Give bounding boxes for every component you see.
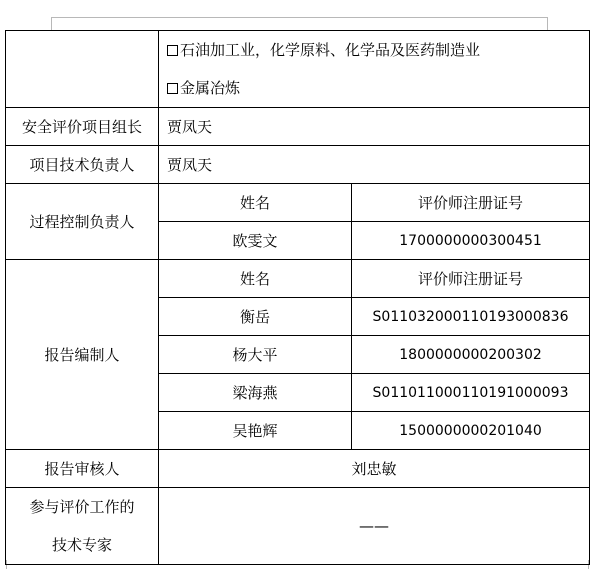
- checkbox-icon: [167, 83, 178, 94]
- personnel-table: [5, 30, 590, 565]
- process-control-name: 欧雯文: [159, 222, 352, 260]
- industry-options-cell: [159, 31, 590, 108]
- process-control-name-header: 姓名: [159, 184, 352, 222]
- author-name: 梁海燕: [159, 374, 352, 412]
- industry-row: [6, 31, 590, 108]
- experts-label-line1: 参与评价工作的: [29, 498, 135, 516]
- team-leader-value: 贾凤天: [159, 108, 590, 146]
- author-name: 吴艳辉: [159, 412, 352, 450]
- tech-lead-value: 贾凤天: [159, 146, 590, 184]
- author-name: 杨大平: [159, 336, 352, 374]
- report-authors-label: 报告编制人: [6, 260, 159, 450]
- industry-option-label: 金属冶炼: [180, 79, 241, 97]
- author-cert: S011011000110191000093: [352, 374, 590, 412]
- reviewer-label: 报告审核人: [6, 450, 159, 488]
- tech-lead-row: [6, 146, 590, 184]
- report-authors-cert-header: 评价师注册证号: [352, 260, 590, 298]
- reviewer-row: [6, 450, 590, 488]
- checkbox-icon: [167, 45, 178, 56]
- experts-value: ——: [159, 488, 590, 565]
- team-leader-label: 安全评价项目组长: [6, 108, 159, 146]
- tech-lead-label: 项目技术负责人: [6, 146, 159, 184]
- experts-label-cell: [6, 488, 159, 565]
- process-control-header-row: [6, 184, 590, 222]
- experts-row: [6, 488, 590, 565]
- report-authors-name-header: 姓名: [159, 260, 352, 298]
- page-top-edge: [51, 17, 548, 30]
- industry-option: [167, 69, 589, 107]
- report-authors-header-row: [6, 260, 590, 298]
- industry-option-label: 石油加工业，化学原料、化学品及医药制造业: [180, 41, 481, 59]
- industry-label-cell: [6, 31, 159, 108]
- author-name: 衡岳: [159, 298, 352, 336]
- reviewer-value: 刘忠敏: [159, 450, 590, 488]
- industry-option: [167, 31, 589, 69]
- experts-label-line2: 技术专家: [51, 536, 112, 554]
- process-control-cert: 1700000000300451: [352, 222, 590, 260]
- author-cert: 1800000000200302: [352, 336, 590, 374]
- author-cert: S011032000110193000836: [352, 298, 590, 336]
- team-leader-row: [6, 108, 590, 146]
- process-control-label: 过程控制负责人: [6, 184, 159, 260]
- process-control-cert-header: 评价师注册证号: [352, 184, 590, 222]
- author-cert: 1500000000201040: [352, 412, 590, 450]
